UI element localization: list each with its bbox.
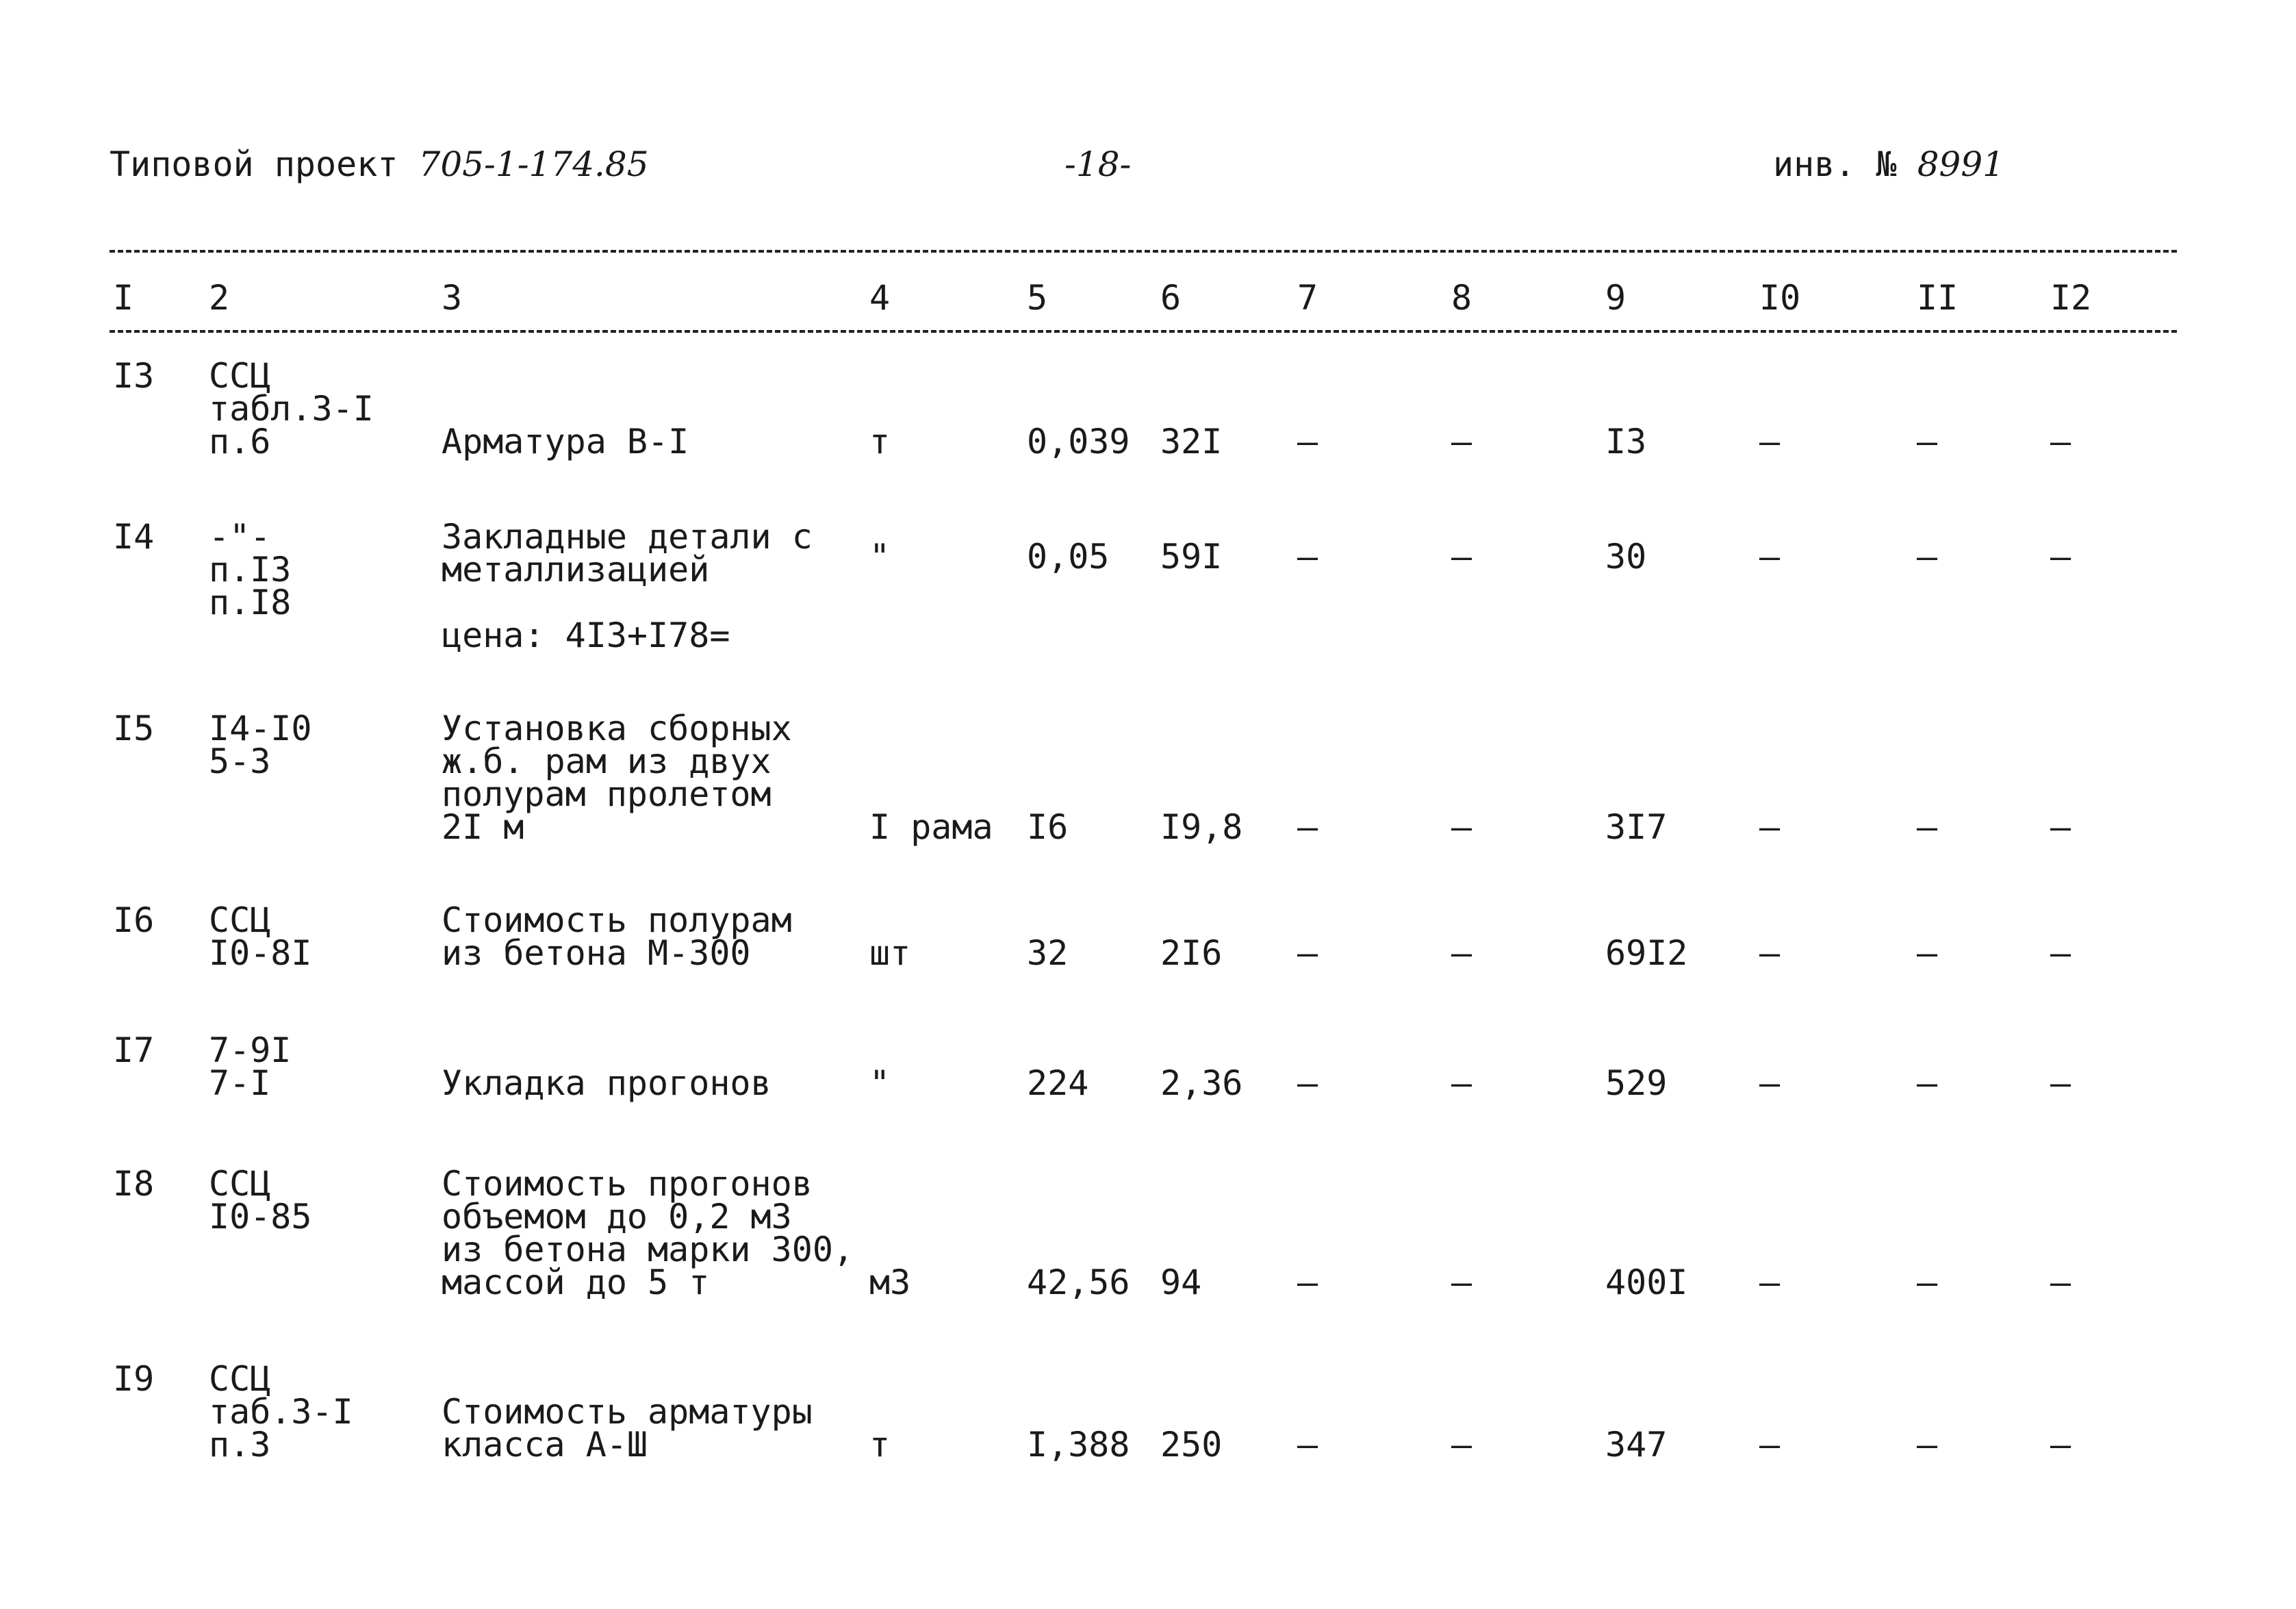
cell-col-9: 400I — [1605, 1263, 1688, 1302]
cell-col-6: 59I — [1160, 536, 1223, 577]
cell-col-11: – — [1917, 1063, 1938, 1103]
cell-col-1: I7 — [113, 1030, 155, 1070]
cell-col-10: – — [1759, 536, 1781, 577]
cell-col-9: 30 — [1605, 536, 1647, 577]
cell-col-9: 529 — [1605, 1063, 1668, 1103]
cell-col-8: – — [1451, 807, 1472, 847]
cell-col-5: 0,05 — [1027, 536, 1110, 577]
cell-col-3: Арматура В-I — [442, 422, 689, 461]
cell-col-6: 2,36 — [1160, 1063, 1243, 1103]
inventory-label: инв. № — [1773, 144, 1897, 184]
cell-col-10: – — [1759, 422, 1781, 461]
cell-col-6: 2I6 — [1160, 933, 1223, 973]
cell-col-2: I4-I0 5-3 — [209, 709, 312, 781]
cell-col-9: 3I7 — [1605, 807, 1668, 847]
column-header-6: 6 — [1160, 278, 1182, 318]
cell-col-4: шт — [869, 933, 911, 973]
column-header-10: I0 — [1759, 278, 1801, 318]
cell-col-3-price: цена: 4I3+I78= — [442, 616, 730, 655]
cell-col-8: – — [1451, 1063, 1472, 1103]
cell-col-6: 94 — [1160, 1263, 1202, 1302]
cell-col-12: – — [2050, 1063, 2071, 1103]
cell-col-1: I6 — [113, 900, 155, 940]
table-header-rule — [110, 330, 2177, 333]
column-header-9: 9 — [1605, 278, 1627, 318]
cell-col-1: I8 — [113, 1164, 155, 1204]
cell-col-1: I5 — [113, 709, 155, 748]
cell-col-11: – — [1917, 807, 1938, 847]
cell-col-8: – — [1451, 1263, 1472, 1302]
cell-col-6: 32I — [1160, 422, 1223, 461]
column-header-3: 3 — [442, 278, 463, 318]
cell-col-6: I9,8 — [1160, 807, 1243, 847]
cell-col-12: – — [2050, 1263, 2071, 1302]
table-top-rule — [110, 250, 2177, 253]
cell-col-5: I6 — [1027, 807, 1069, 847]
cell-col-4: т — [869, 422, 891, 461]
cell-col-4: т — [869, 1425, 891, 1465]
cell-col-7: – — [1297, 422, 1318, 461]
cell-col-10: – — [1759, 1425, 1781, 1465]
inventory-value: 8991 — [1917, 144, 2004, 184]
project-number: 705-1-174.85 — [418, 144, 649, 184]
cell-col-7: – — [1297, 1063, 1318, 1103]
cell-col-6: 250 — [1160, 1425, 1223, 1465]
cell-col-3: Установка сборных ж.б. рам из двух полурам пролетом 2I м — [442, 709, 792, 847]
cell-col-1: I4 — [113, 517, 155, 557]
cell-col-1: I9 — [113, 1359, 155, 1399]
column-header-12: I2 — [2050, 278, 2092, 318]
cell-col-8: – — [1451, 933, 1472, 973]
cell-col-2: -"- п.I3 п.I8 — [209, 517, 292, 622]
page-number: -18- — [1064, 144, 1132, 184]
cell-col-2: ССЦ I0-85 — [209, 1164, 312, 1237]
cell-col-2: ССЦ I0-8I — [209, 900, 312, 973]
cell-col-11: – — [1917, 1425, 1938, 1465]
cell-col-8: – — [1451, 1425, 1472, 1465]
cell-col-8: – — [1451, 536, 1472, 577]
cell-col-12: – — [2050, 536, 2071, 577]
project-title — [110, 140, 649, 188]
column-header-4: 4 — [869, 278, 891, 318]
column-header-7: 7 — [1297, 278, 1318, 318]
cell-col-3: Закладные детали с металлизацией — [442, 517, 813, 590]
column-header-8: 8 — [1451, 278, 1472, 318]
cell-col-5: 224 — [1027, 1063, 1089, 1103]
cell-col-12: – — [2050, 422, 2071, 461]
cell-col-3: Стоимость полурам из бетона М-300 — [442, 900, 792, 973]
cell-col-10: – — [1759, 807, 1781, 847]
cell-col-11: – — [1917, 422, 1938, 461]
cell-col-5: I,388 — [1027, 1425, 1130, 1465]
cell-col-3: Стоимость арматуры класса А-Ш — [442, 1392, 813, 1465]
column-header-2: 2 — [209, 278, 230, 318]
cell-col-12: – — [2050, 1425, 2071, 1465]
column-header-5: 5 — [1027, 278, 1048, 318]
cell-col-8: – — [1451, 422, 1472, 461]
cell-col-10: – — [1759, 933, 1781, 973]
cell-col-2: ССЦ таб.3-I п.3 — [209, 1359, 353, 1465]
cell-col-9: 69I2 — [1605, 933, 1688, 973]
inventory-number — [1773, 140, 2004, 188]
cell-col-2: 7-9I 7-I — [209, 1030, 292, 1103]
cell-col-11: – — [1917, 933, 1938, 973]
cell-col-2: ССЦ табл.3-I п.6 — [209, 356, 374, 461]
cell-col-10: – — [1759, 1063, 1781, 1103]
cell-col-5: 32 — [1027, 933, 1069, 973]
column-header-1: I — [113, 278, 134, 318]
cell-col-12: – — [2050, 807, 2071, 847]
cell-col-4: " — [869, 1063, 891, 1103]
project-label: Типовой проект — [110, 144, 398, 184]
cell-col-9: I3 — [1605, 422, 1647, 461]
cell-col-9: 347 — [1605, 1425, 1668, 1465]
cell-col-7: – — [1297, 1425, 1318, 1465]
cell-col-10: – — [1759, 1263, 1781, 1302]
cell-col-11: – — [1917, 536, 1938, 577]
cell-col-1: I3 — [113, 356, 155, 396]
cell-col-3: Стоимость прогонов объемом до 0,2 м3 из бетона марки 300, массой до 5 т — [442, 1164, 854, 1302]
cell-col-5: 42,56 — [1027, 1263, 1130, 1302]
column-header-11: II — [1917, 278, 1959, 318]
cell-col-4: I рама — [869, 807, 993, 847]
cell-col-3: Укладка прогонов — [442, 1063, 771, 1103]
cell-col-11: – — [1917, 1263, 1938, 1302]
cell-col-4: " — [869, 536, 891, 577]
cell-col-7: – — [1297, 807, 1318, 847]
cell-col-7: – — [1297, 1263, 1318, 1302]
cell-col-4: м3 — [869, 1263, 911, 1302]
cell-col-5: 0,039 — [1027, 422, 1130, 461]
cell-col-12: – — [2050, 933, 2071, 973]
cell-col-7: – — [1297, 536, 1318, 577]
cell-col-7: – — [1297, 933, 1318, 973]
